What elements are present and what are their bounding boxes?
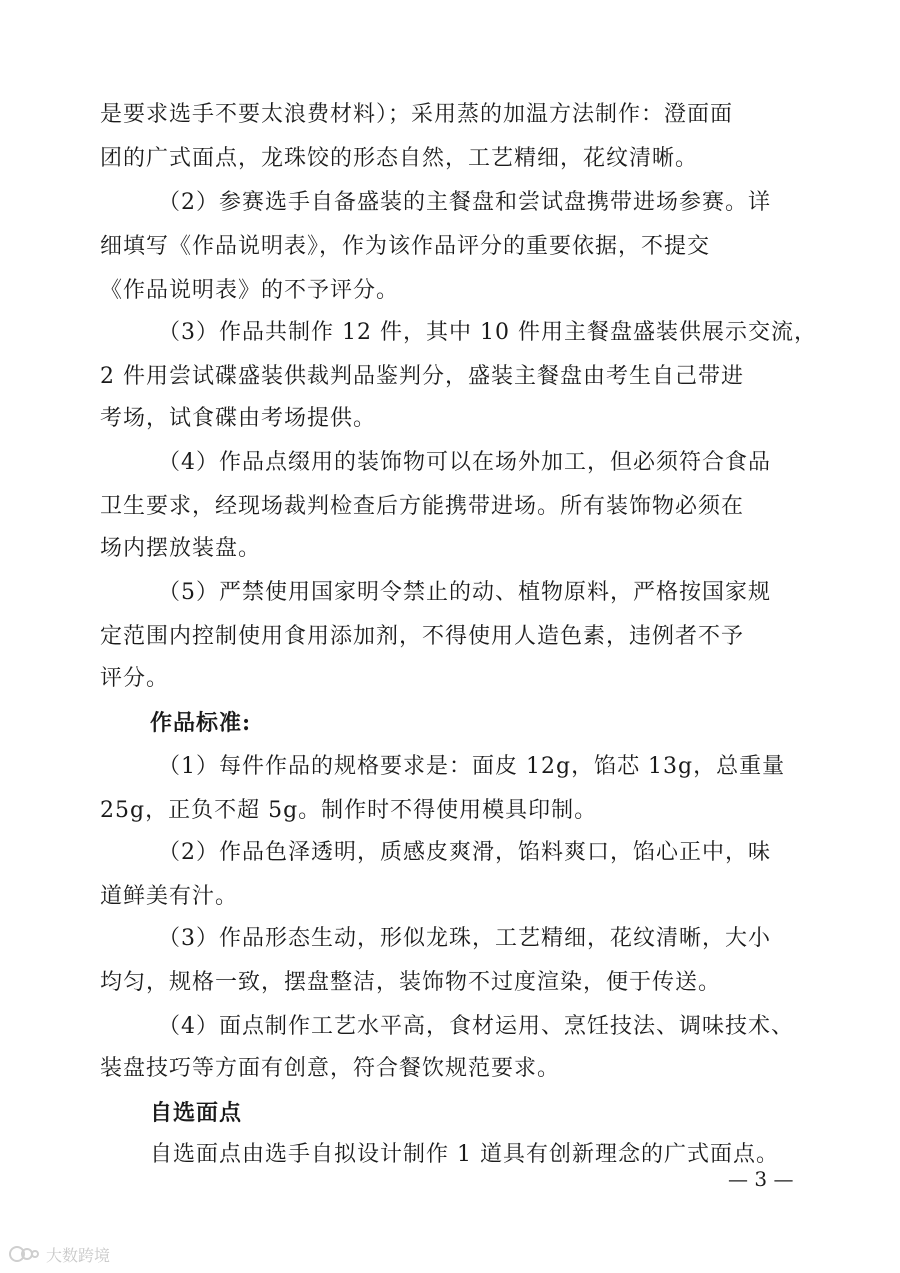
text-line: 《作品说明表》的不予评分。 <box>100 278 400 303</box>
text-line: 细填写《作品说明表》，作为该作品评分的重要依据，不提交 <box>100 234 711 259</box>
text-line: 2 件用尝试碟盛装供裁判品鉴判分，盛装主餐盘由考生自己带进 <box>100 364 744 389</box>
text-line: （1）每件作品的规格要求是：面皮 12g，馅芯 13g，总重量 <box>158 754 786 779</box>
text-line: 考场，试食碟由考场提供。 <box>100 406 377 431</box>
text-line: （4）面点制作工艺水平高，食材运用、烹饪技法、调味技术、 <box>158 1014 794 1039</box>
text-line: 场内摆放装盘。 <box>100 536 262 561</box>
text-line: 均匀，规格一致，摆盘整洁，装饰物不过度渲染，便于传送。 <box>100 970 722 995</box>
text-line: 评分。 <box>100 666 170 691</box>
text-line: 是要求选手不要太浪费材料）；采用蒸的加温方法制作：澄面面 <box>100 102 734 127</box>
text-line: 25g，正负不超 5g。制作时不得使用模具印制。 <box>100 798 598 823</box>
text-line: （2）参赛选手自备盛装的主餐盘和尝试盘携带进场参赛。详 <box>158 190 771 215</box>
watermark <box>8 1241 110 1267</box>
text-line: 装盘技巧等方面有创意，符合餐饮规范要求。 <box>100 1056 561 1081</box>
text-line: （4）作品点缀用的装饰物可以在场外加工，但必须符合食品 <box>158 450 771 475</box>
text-line: 卫生要求，经现场裁判检查后方能携带进场。所有装饰物必须在 <box>100 494 745 519</box>
watermark-text: 大数跨境 <box>46 1245 111 1265</box>
text-line: （2）作品色泽透明，质感皮爽滑，馅料爽口，馅心正中，味 <box>158 840 771 865</box>
text-line: 自选面点由选手自拟设计制作 1 道具有创新理念的广式面点。 <box>150 1142 779 1167</box>
text-line: 团的广式面点，龙珠饺的形态自然，工艺精细，花纹清晰。 <box>100 146 699 171</box>
text-line: （5）严禁使用国家明令禁止的动、植物原料，严格按国家规 <box>158 580 771 605</box>
section-heading: 作品标准: <box>150 710 252 736</box>
page-number: — 3 — <box>728 1167 794 1191</box>
text-line: 定范围内控制使用食用添加剂，不得使用人造色素，违例者不予 <box>100 624 745 649</box>
text-line: （3）作品形态生动，形似龙珠，工艺精细，花纹清晰，大小 <box>158 926 771 951</box>
section-heading: 自选面点 <box>150 1100 243 1126</box>
text-line: 道鲜美有汁。 <box>100 884 239 909</box>
text-line: （3）作品共制作 12 件，其中 10 件用主餐盘盛装供展示交流， <box>158 320 817 345</box>
brand-logo-icon <box>8 1243 42 1265</box>
